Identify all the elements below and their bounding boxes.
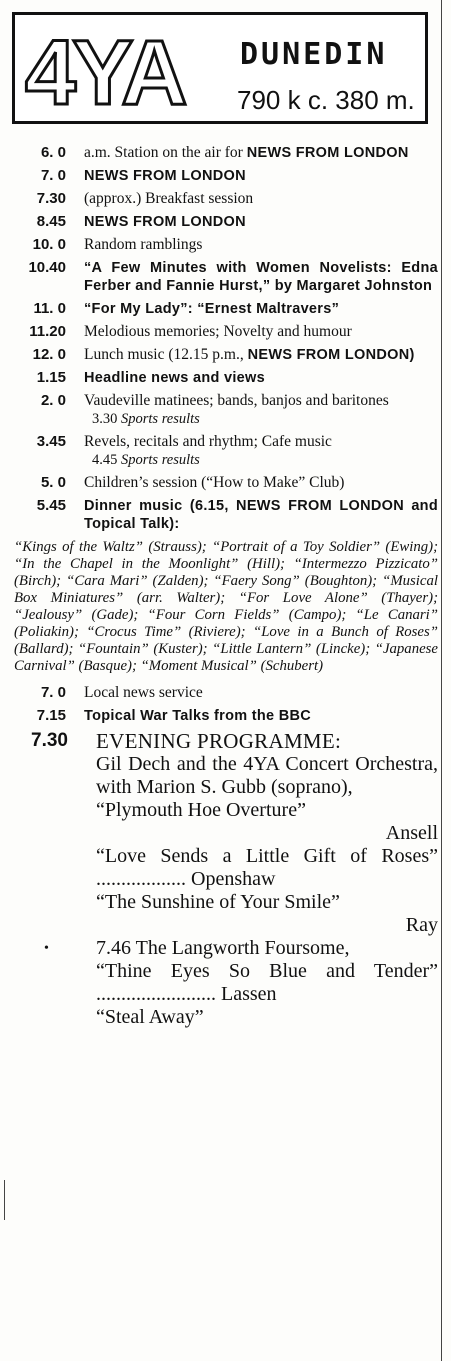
column-rule-right — [441, 0, 442, 1361]
piece-title: “Thine Eyes So Blue and Tender” ........................ Lassen — [96, 960, 438, 1005]
station-logo: 4YA — [25, 22, 184, 124]
dinner-music-list: “Kings of the Waltz” (Strauss); “Portrait of a Toy Soldier” (Ewing); “In the Chapel in the Moonlight” (Hill); “Intermezzo Pizzicato” (Birch); “Cara Mari” (Zalden); “Faery Song” (Boughton); “Musical Box Miniatures” (arr. Walter); “For Love Alone” (Thayer); “Jealousy” (Gade); “Four Corn Fields” (Campo); “Le Canari” (Poliakin); “Crocus Time” (Riviere); “Love in a Bunch of Roses” (Ballard); “Fountain” (Kuster); “Little Lantern” (Lincke); “Japanese Carnival” (Basque); “Moment Musical” (Schubert) — [14, 539, 438, 674]
evening-intro: Gil Dech and the 4YA Concert Orchestra, with Marion S. Gubb (soprano), — [96, 753, 438, 798]
schedule-description: Headline news and views — [84, 370, 265, 386]
schedule-item — [6, 392, 438, 428]
schedule-item — [6, 346, 438, 364]
programme-schedule — [6, 144, 438, 1029]
schedule-item — [6, 684, 438, 702]
schedule-time: 11.20 — [29, 323, 66, 340]
schedule-description: Revels, recitals and rhythm; Cafe music 4.45 Sports results — [84, 433, 332, 468]
schedule-description: NEWS FROM LONDON — [84, 214, 246, 230]
evening-time: 7.30 — [31, 730, 68, 751]
schedule-time: 7. 0 — [40, 167, 66, 184]
schedule-time: 10. 0 — [32, 236, 66, 253]
schedule-item — [6, 369, 438, 387]
schedule-time: 6. 0 — [40, 144, 66, 161]
column-rule-left — [4, 1180, 5, 1220]
schedule-description: Lunch music (12.15 p.m., NEWS FROM LONDON) — [84, 346, 415, 363]
schedule-time: 5. 0 — [40, 474, 66, 491]
station-city: DUNEDIN — [240, 37, 388, 72]
schedule-time: 12. 0 — [32, 346, 66, 363]
schedule-item — [6, 497, 438, 533]
schedule-description: Local news service — [84, 684, 203, 701]
schedule-time: 7. 0 — [40, 684, 66, 701]
evening-heading: EVENING PROGRAMME: — [96, 729, 342, 753]
schedule-morning-afternoon — [6, 144, 438, 533]
schedule-description: “For My Lady”: “Ernest Maltravers” — [84, 301, 340, 317]
evening-programme — [6, 730, 438, 1029]
schedule-item — [6, 167, 438, 185]
schedule-time: 2. 0 — [40, 392, 66, 409]
schedule-description: Random ramblings — [84, 236, 203, 253]
schedule-description: Dinner music (6.15, NEWS FROM LONDON and Topical Talk): — [84, 498, 438, 532]
schedule-description: “A Few Minutes with Women Novelists: Edna Ferber and Fannie Hurst,” by Margaret Johnston — [84, 260, 438, 294]
schedule-time: 10.40 — [28, 259, 66, 276]
piece-title: “Plymouth Hoe Overture” — [96, 799, 306, 821]
schedule-description: NEWS FROM LONDON — [84, 168, 246, 184]
schedule-item — [6, 213, 438, 231]
bullet-dot: • — [44, 941, 49, 956]
schedule-item — [6, 300, 438, 318]
schedule-time: 11. 0 — [33, 300, 66, 317]
piece-composer: Ray — [405, 914, 438, 936]
schedule-item — [6, 433, 438, 469]
schedule-description: a.m. Station on the air for NEWS FROM LONDON — [84, 144, 409, 161]
piece-title: “The Sunshine of Your Smile” — [96, 891, 340, 913]
schedule-item — [6, 236, 438, 254]
piece-title: “Love Sends a Little Gift of Roses” .................. Openshaw — [96, 845, 438, 890]
evening-item: 7.46 The Langworth Foursome, — [96, 937, 350, 959]
schedule-time: 1.15 — [36, 369, 66, 386]
schedule-description: Topical War Talks from the BBC — [84, 708, 312, 724]
schedule-time: 8.45 — [36, 213, 66, 230]
schedule-item — [6, 474, 438, 492]
piece-composer: Ansell — [385, 822, 438, 844]
schedule-time: 7.30 — [36, 190, 66, 207]
schedule-evening-early — [6, 684, 438, 725]
schedule-item — [6, 323, 438, 341]
station-header — [12, 12, 428, 124]
schedule-description: Melodious memories; Novelty and humour — [84, 323, 352, 340]
schedule-item — [6, 259, 438, 295]
schedule-description: Children’s session (“How to Make” Club) — [84, 474, 345, 491]
piece-title: “Steal Away” — [96, 1006, 204, 1028]
schedule-item — [6, 144, 438, 162]
schedule-item — [6, 190, 438, 208]
schedule-time: 3.45 — [36, 433, 66, 450]
station-frequency: 790 k c. 380 m. — [237, 85, 415, 115]
schedule-time: 5.45 — [36, 497, 66, 514]
schedule-time: 7.15 — [36, 707, 66, 724]
schedule-description: Vaudeville matinees; bands, banjos and baritones 3.30 Sports results — [84, 392, 389, 427]
schedule-description: (approx.) Breakfast session — [84, 190, 254, 207]
schedule-item — [6, 707, 438, 725]
